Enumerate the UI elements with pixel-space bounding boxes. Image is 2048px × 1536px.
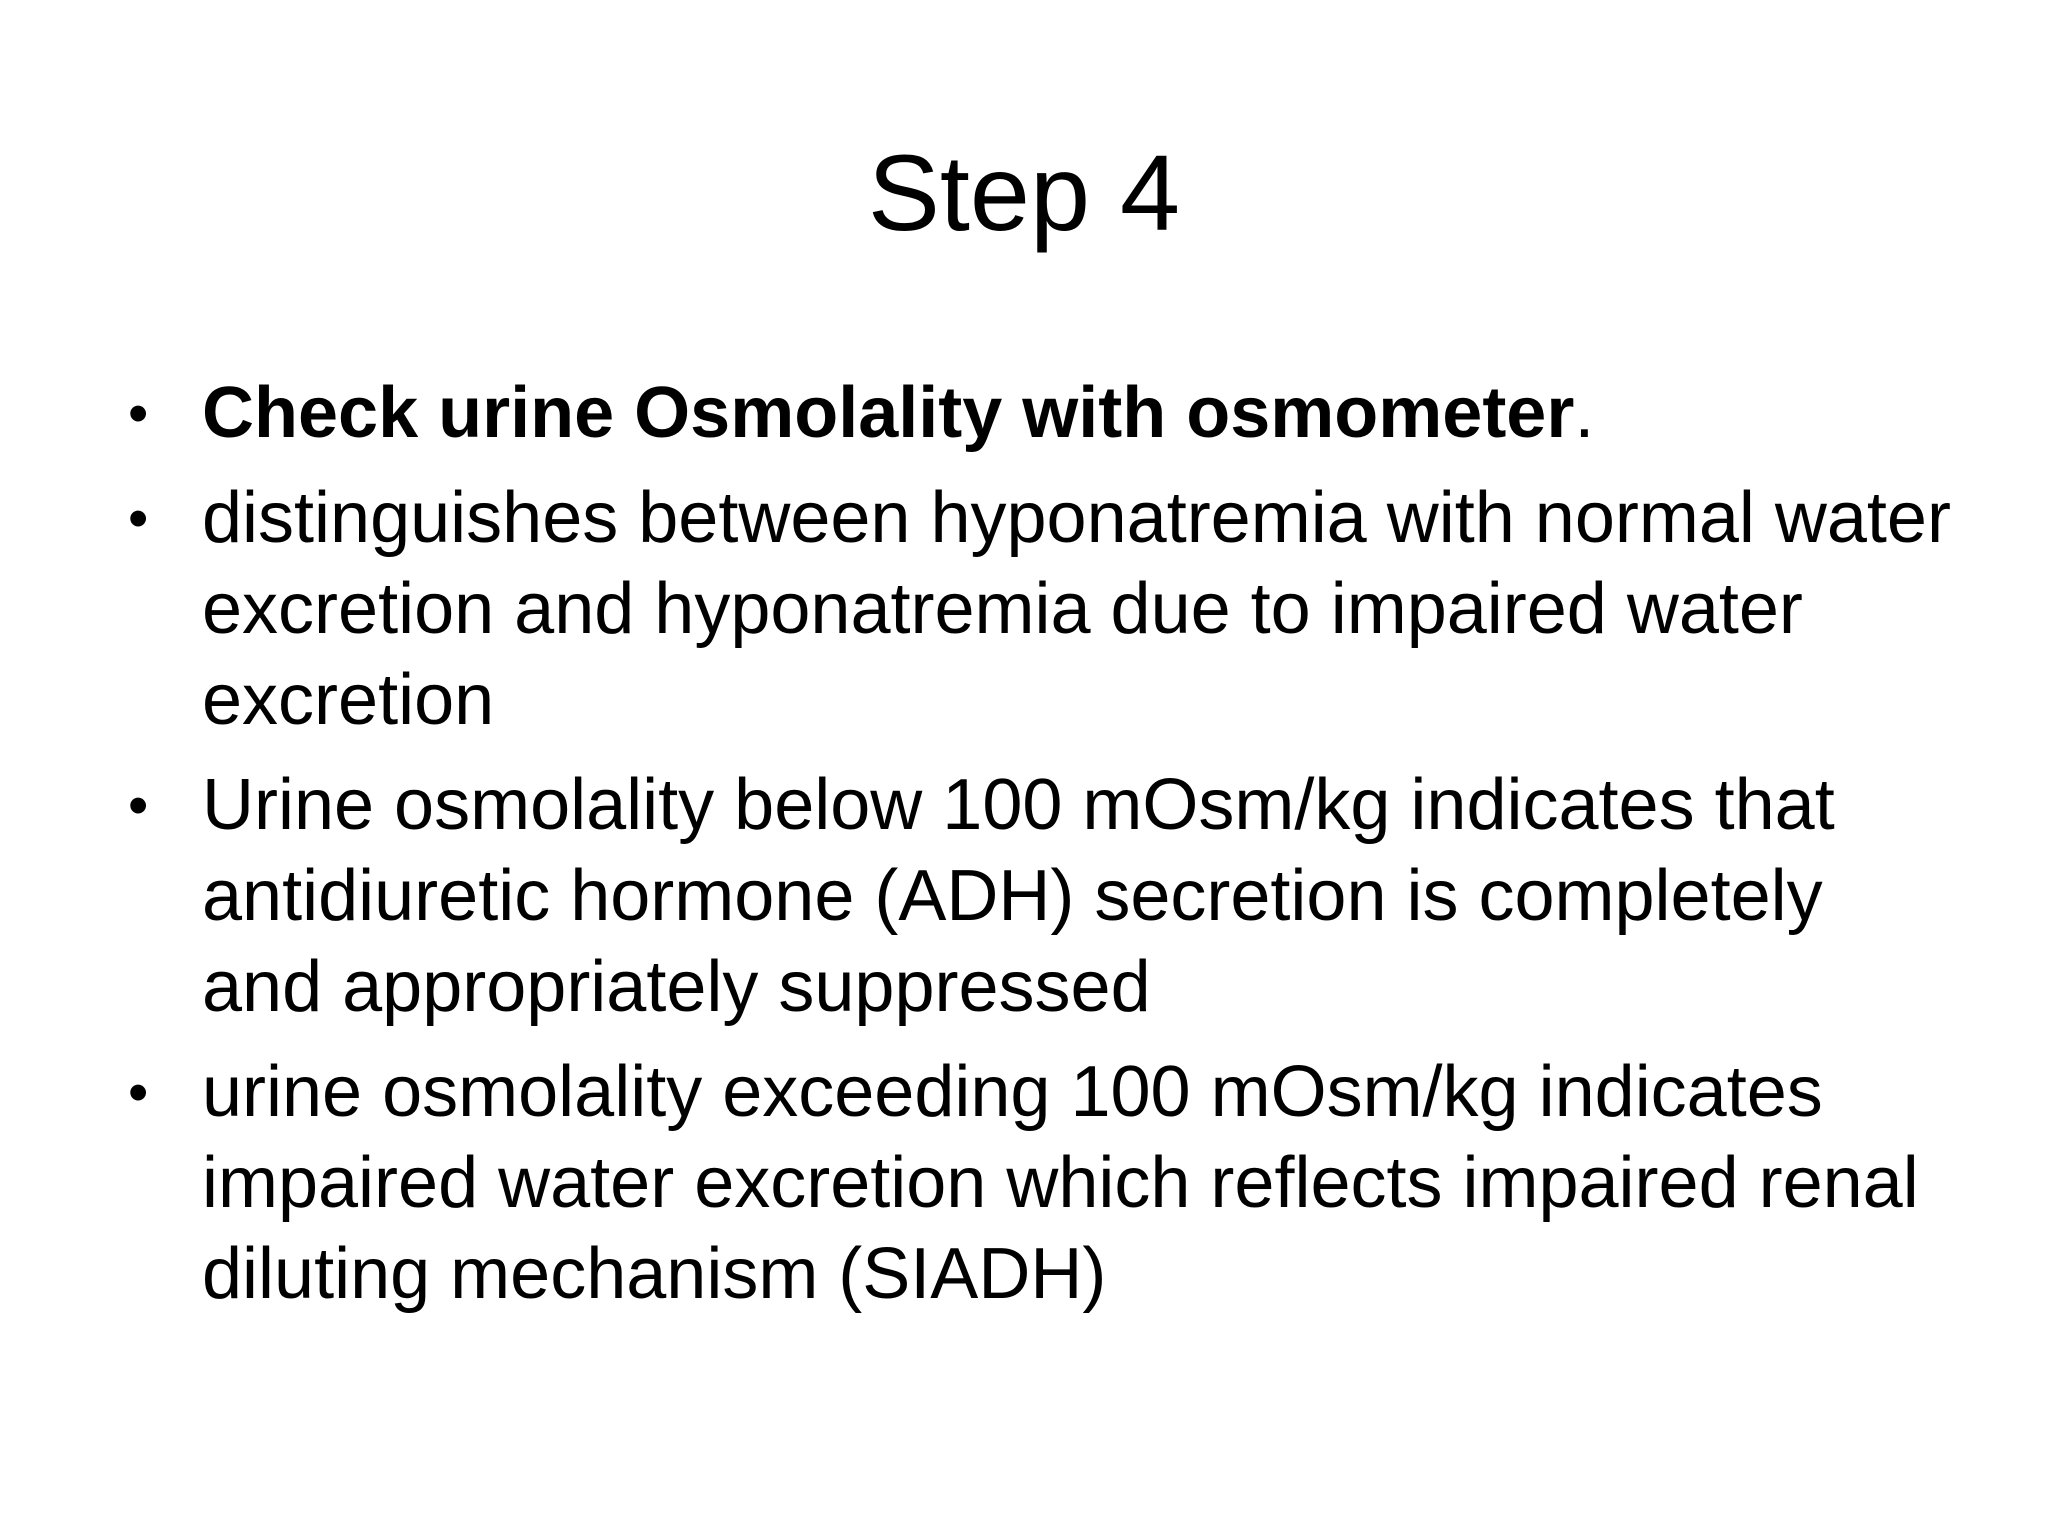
bullet-2-text: distinguishes between hyponatremia with normal water excretion and hyponatremia due to impaired water excretion <box>202 478 1951 740</box>
bullet-4-text: urine osmolality exceeding 100 mOsm/kg indicates impaired water excretion which reflects impaired renal diluting mechanism (SIADH) <box>202 1052 1919 1314</box>
slide-title: Step 4 <box>867 132 1181 253</box>
bullet-item-1 <box>118 368 1958 459</box>
bullet-dot-icon: • <box>128 773 149 838</box>
bullet-item-3 <box>118 760 1958 1033</box>
bullet-list <box>118 368 1958 1334</box>
bullet-dot-icon: • <box>128 381 149 446</box>
bullet-3-text: Urine osmolality below 100 mOsm/kg indicates that antidiuretic hormone (ADH) secretion is completely and appropriately suppressed <box>202 765 1835 1027</box>
bullet-item-4 <box>118 1047 1958 1320</box>
bullet-1-text: . <box>1574 373 1595 453</box>
bullet-1-bold-text: Check urine Osmolality with osmometer <box>202 373 1575 453</box>
bullet-item-2 <box>118 473 1958 746</box>
bullet-dot-icon: • <box>128 486 149 551</box>
bullet-dot-icon: • <box>128 1060 149 1125</box>
